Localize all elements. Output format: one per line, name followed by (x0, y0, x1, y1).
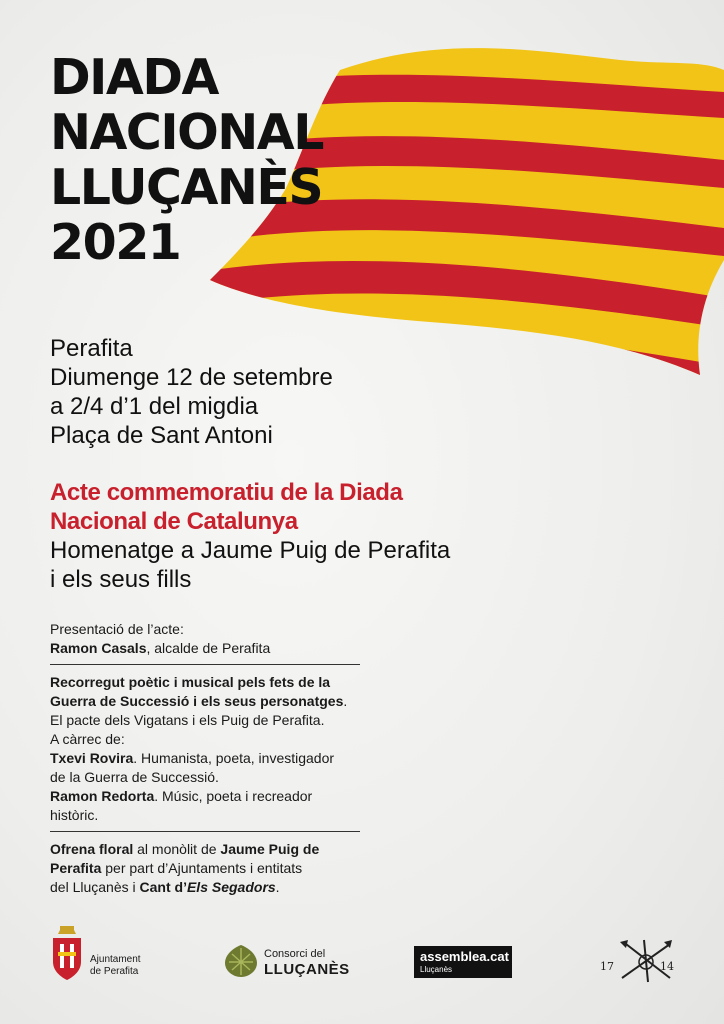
leaf-icon (224, 944, 258, 978)
performer-2-desc-cont: històric. (50, 807, 99, 823)
recital-subtitle: El pacte dels Vigatans i els Puig de Perafita. (50, 712, 325, 728)
offering-bold-c: Perafita (50, 860, 102, 876)
offering-bold-d: Cant d’ (139, 879, 187, 895)
program-presentation (50, 620, 362, 658)
event-time: a 2/4 d’1 del migdia (50, 393, 259, 420)
offering-bold-b: Jaume Puig de (220, 841, 320, 857)
performer-2-name: Ramon Redorta (50, 788, 155, 804)
perafita-logo-text-1: Ajuntament (90, 954, 141, 965)
title-line-1: DIADA (50, 49, 218, 106)
presentation-host (50, 639, 362, 658)
performer-1-desc-cont: de la Guerra de Successió. (50, 769, 219, 785)
event-venue: Plaça de Sant Antoni (50, 422, 273, 449)
headline-red-line-2: Nacional de Catalunya (50, 508, 298, 535)
presentation-label: Presentació de l’acte: (50, 621, 184, 637)
program-recital (50, 673, 362, 825)
title-line-3: LLUÇANÈS (50, 159, 323, 216)
recital-title-period: . (343, 693, 348, 709)
event-headline (50, 478, 450, 594)
event-place: Perafita (50, 335, 133, 362)
headline-tribute-line-1: Homenatge a Jaume Puig de Perafita (50, 537, 451, 564)
poster-title (50, 50, 323, 270)
assemblea-logo-text-2: Lluçanès (420, 965, 453, 974)
program-list (50, 620, 362, 897)
divider (50, 831, 360, 832)
offering-text-c: del Lluçanès i (50, 879, 140, 895)
title-year: 2021 (50, 214, 181, 271)
logo-1714 (596, 936, 686, 986)
performer-1-name: Txevi Rovira (50, 750, 134, 766)
perafita-coat-of-arms-icon (50, 924, 84, 984)
offering-text-b: per part d’Ajuntaments i entitats (101, 860, 303, 876)
host-name: Ramon Casals (50, 640, 147, 656)
assemblea-logo-text-1: assemblea.cat (420, 949, 509, 964)
recital-title-line-1: Recorregut poètic i musical pels fets de la (50, 674, 331, 690)
assemblea-logo (414, 946, 512, 978)
perafita-logo-text-2: de Perafita (90, 966, 139, 977)
sponsor-logos (0, 920, 724, 990)
recital-by-label: A càrrec de: (50, 731, 125, 747)
year-1714-part-1: 17 (600, 960, 614, 973)
offering-song-title: Els Segadors (186, 879, 276, 895)
event-details (50, 334, 333, 450)
offering-text-d: . (275, 879, 280, 895)
host-role: , alcalde de Perafita (146, 640, 271, 656)
headline-tribute-line-2: i els seus fills (50, 566, 192, 593)
event-date: Diumenge 12 de setembre (50, 364, 333, 391)
offering-text-a: al monòlit de (133, 841, 221, 857)
offering-bold-a: Ofrena floral (50, 841, 134, 857)
performer-2-desc: . Músic, poeta i recreador (154, 788, 313, 804)
title-line-2: NACIONAL (50, 104, 323, 161)
performer-1-desc: . Humanista, poeta, investigador (133, 750, 335, 766)
consorci-llucanes-logo (224, 944, 350, 983)
headline-red-line-1: Acte commemoratiu de la Diada (50, 479, 403, 506)
consorci-logo-text-1: Consorci del (264, 948, 326, 960)
divider (50, 664, 360, 665)
program-offering (50, 840, 362, 897)
recital-title-line-2: Guerra de Successió i els seus personatges (50, 693, 344, 709)
year-1714-part-2: 14 (660, 960, 674, 973)
ajuntament-perafita-logo (50, 924, 141, 989)
consorci-logo-text-2: LLUÇANÈS (264, 961, 350, 978)
